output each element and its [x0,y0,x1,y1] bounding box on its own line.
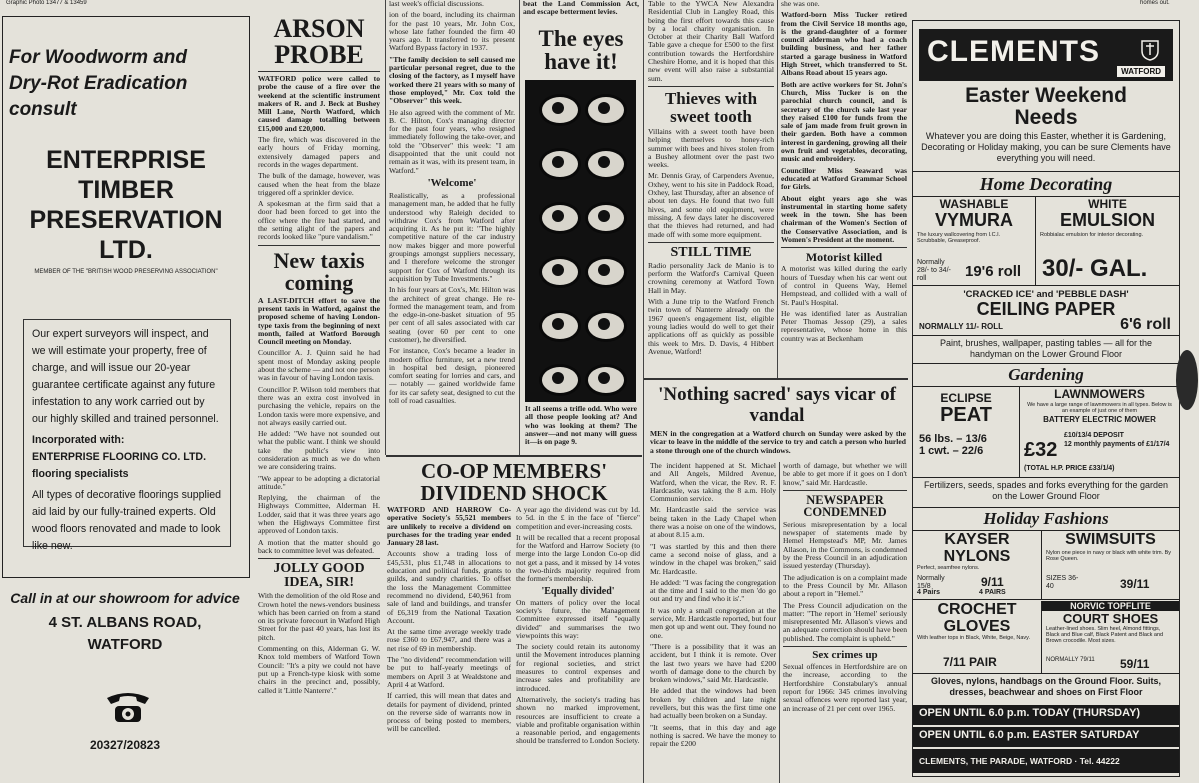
jolly-p1: With the demolition of the old Rose and Crown hotel the news-vendors business which has been carried on from a stand on its private forecourt in Watford High Street for the past 40 years, has lost its pitch. [258,591,380,642]
mower-title: LAWNMOWERS [1054,387,1145,401]
eyes-headline: The eyes have it! [538,25,624,74]
peat-offer [913,387,1019,477]
ent-name-line4: LTD. [99,236,153,264]
swim-small: Nylon one piece in navy or black with white trim. By Rose Queen. [1046,550,1172,562]
still-p2: With a June trip to the Watford French twin town of Nanterre already on the 1967 queen's engagement list, eligible young ladies would do well to get their applications off as quickly as possible this week to Mrs. D. Davis, 4 Hibbert Avenue, Watford! [648,297,774,356]
news-p2: The adjudication is on a complaint made to the Press Council by Mr. Allason about a report in "Hemel." [783,572,907,599]
gloves-price: 7/11 PAIR [943,655,997,669]
column-rule [385,0,386,455]
arson-p4: A spokesman at the firm said that a door had been forced to get into the office where the fire had started, and the setting alight of the papers and records looked like "pure vandalism." [258,199,380,242]
vicar-p8: He added that the windows had been broken by children and late night revellers, but this was the first time one had actually been broken on a Sunday. [650,686,776,721]
mower-total: (TOTAL H.P. PRICE £33/1/4) [1024,465,1115,472]
mower-line: BATTERY ELECTRIC MOWER [1043,415,1156,424]
swim-price: 39/11 [1120,577,1150,591]
still-p1: Radio personality Jack de Manio is to perform the Watford's Carnival Queen crowning ceremony at Watford Town Hall in May. [648,260,774,295]
thieves-p1: Villains with a sweet tooth have been helping themselves to honey-rich summer with bees and hives stolen from a Bushey allotment over the past two weeks. [648,126,774,170]
coop-headline: CO-OP MEMBERS' DIVIDEND SHOCK [420,459,608,505]
thieves-p2: Mr. Dennis Gray, of Carpenders Avenue, Oxhey, went to his site in Paddock Road, Oxhey, last Thursday, after an absence of about ten days. He found that two full hives, and some old equipment, were missing. A few days later he discovered that the thieves had returned, and had made off with some more equipment. [648,171,774,239]
vicar-p3: Mr. Hardcastle said the service was being taken in the Lady Chapel when there was a noise on one of the windows, at about 8.15 a.m. [650,505,776,540]
shoes-title2: COURT SHOES [1062,611,1159,626]
kayser-normally: Normally 15/8 [917,575,945,590]
coop-p6: A year ago the dividend was cut by 1d. to 5d. in the £ in the face of "fierce" competition and ever-increasing costs. [516,506,640,531]
ent-addr1: 4 ST. ALBANS ROAD, [48,614,202,631]
kayser-title2: NYLONS [943,548,1011,565]
ent-headline-line2: Dry-Rot Eradication [9,73,188,94]
vicar-col-b [783,462,907,783]
news-p3: The Press Council adjudication on the matter: "The report in 'Hemel' seriously misrepresented Mr. Allason's views and an adequate correction should have been published. The complaint is upheld." [783,600,907,643]
ceiling-paper-offer [913,285,1179,335]
ent-name-line1: ENTERPRISE [46,146,206,174]
vymura-small: The luxury wallcovering from I.C.I. Scrubbable, Greaseproof. [917,232,1001,244]
ceiling-price: 6'6 roll [1120,316,1171,333]
vymura-title1: WASHABLE [939,197,1009,211]
coop-col-a [387,506,511,783]
ent-headline-line1: For Woodworm and [9,47,188,68]
peat-price1: 56 lbs. – 13/6 [919,433,987,445]
col5-p1: Table to the YWCA New Alexandra Residential Club in Langley Road, this being the first effort towards this cause by a local charity organisation. In October at their Charity Ball Watford Table gave a cheque for £500 to the first contribution towards the Hertfordshire Cheshire Home, and it is hoped that this new event will also raise a substantial sum. [648,0,774,83]
column-6 [781,0,907,376]
column-rule [643,0,644,783]
ceiling-normally: NORMALLY 11/- ROLL [919,322,1004,331]
ent-telephone: 20327/20823 [89,738,161,752]
fertilizer-line: Fertilizers, seeds, spades and forks everything for the garden on the Lower Ground Floor [913,477,1179,507]
sex-p1: Sexual offences in Hertfordshire are on the increase, according to the Hertfordshire Constabulary's annual report for 1966: 345 crimes involving sexual offences were reported last year, an increase of 21 per cent over 1965. [783,662,907,713]
vicar-col-a [650,462,776,783]
eyes-photo [525,80,636,402]
coop-p2: Accounts show a trading loss of £45,531, plus £1,748 in allocations to education and political funds, grants to guilds, and sundry charities. To offset the loss the Management Committee recommend no dividend, £40,961 from sale of land and buildings, and transfer of £6,319 from the National Taxation Account. [387,549,511,625]
vicar-p4: "I was startled by this and then there came a second noise of glass, and a window in the chapel was broken," said Mr. Hardcastle. [650,541,776,576]
arson-lead: WATFORD police were called to probe the cause of a fire over the weekend at the scientific instrument makers of R. and J. Beck at Bushey Mill Lane, North Watford, which caused damage totalling between £15,000 and £20,000. [258,74,380,133]
col6-p3: Both are active workers for St. John's Church, Miss Tucker is on the parochial church council, and is secretary of the church sale last year they raised £100 for funds from the sale of jam made from fruit grown in their garden. Both have a common interest in gardening, growing all their own fruit and vegetables, decorating, music and embroidery. [781,79,907,164]
vymura-offer [913,197,1035,285]
vicar-p5: He added: "I was facing the congregation at the time and I said to the men 'do go out and try and find who it is'." [650,577,776,604]
coop-rule [386,455,642,457]
easter-headline [913,85,1179,129]
scan-edge-mark [1176,350,1198,410]
gloves-small: With leather tops in Black, White, Beige, Navy. [917,635,1030,641]
vymura-normally: Normally 28/- to 34/- roll [917,259,951,282]
clements-logo [919,29,1173,81]
taxis-lead: A LAST-DITCH effort to save the present taxis in Watford, against the proposed scheme of having London-type taxis from the beginning of next month, failed at Watford Borough Council meeting on Monday. [258,295,380,347]
vicar-p6: It was only a small congregation at the service, Mr. Hardcastle reported, but four men got up and went out. They found no one. [650,605,776,640]
clements-name: CLEMENTS [927,35,1100,68]
emulsion-small: Robbialac emulsion for interior decorating. [1040,232,1144,238]
taxis-p6: Replying, the chairman of the Highways Committee, Alderman H. Lodder, said that it was three years ago when the Highways Committee first approved of London taxis. [258,493,380,536]
emulsion-title2: EMULSION [1059,210,1155,230]
vymura-title2: VYMURA [934,210,1013,230]
still-headline: STILL TIME [670,244,752,260]
ent-member: MEMBER OF THE "BRITISH WOOD PRESERVING ASSOCIATION" [34,269,218,275]
ent-showroom [2,590,248,656]
jolly-p2: Commenting on this, Alderman G. W. Knox told members of Watford Town Council: "It's a pity we could not have put up a French-type kiosk with some chairs in the precinct and, possibly, called it 'Little Nanterre'." [258,644,380,695]
col6-p5: About eight years ago she was instrumental in starting home safety week in the town. She has been chairman of the Women's Section of the Conservative Association, and is Women's President at the moment. [781,193,907,245]
open-saturday: OPEN UNTIL 6.0 p.m. EASTER SATURDAY [913,727,1179,747]
mower-deposit: £10/13/4 DEPOSIT [1064,432,1124,439]
easter-sub: Whatever you are doing this Easter, whether it is Gardening, Decorating or Holiday making, you can be sure Clements have everything you will need. [921,131,1171,163]
col3-quote: "The family decision to sell caused me particular personal regret, due to the closing of the factory, as I myself have worked there 21 years with so many of those employed," Mr. Cox told the "Observer" this week. [389,54,515,106]
news-p1: Serious misrepresentation by a local newspaper of statements made by Hemel Hempstead's MP, Mr. James Allason, in the Commons, is condemned by the Press Council in an adjudication issued yesterday (Thursday). [783,519,907,571]
shoes-small: Leather-lined shoes. Slim heel, Almond fittings, Black and Blue calf, Black Patent and Black and Brown crocodile. Most sizes. [1046,626,1164,644]
vicar-p9: "It seems, that in this day and age nothing is sacred. We have the money to repair the £200 [650,722,776,749]
coop-p9: The society could retain its autonomy until the Movement introduces planning for regional societies, and strict measures to control expenses and increase sales and profitability are introduced. [516,642,640,693]
taxis-headline: New taxis coming [273,247,365,295]
ent-box-flooring: ENTERPRISE FLOORING CO. LTD. flooring specialists [32,451,207,480]
sex-headline: Sex crimes up [812,649,878,662]
col6-p1: she was one. [781,0,820,8]
emulsion-offer [1035,197,1179,285]
gloves-offer [913,601,1041,673]
column-3 [389,0,515,452]
easter-line1: Easter Weekend [965,84,1127,107]
enterprise-advert [2,16,250,578]
emulsion-title1: WHITE [1088,197,1127,211]
coop-col-b [516,506,640,783]
shoes-price: 59/11 [1120,657,1150,671]
motorist-headline: Motorist killed [805,250,883,265]
eyes-top: beat the Land Commission Act, and escape betterment levies. [523,0,639,17]
taxis-p5: "We appear to be adopting a dictatorial attitude." [258,473,380,491]
swim-sizes: SIZES 36-40 [1046,575,1079,590]
taxis-p4: He added: "We have not sounded out what the public want. I think we should take the public's view into consideration as much as we do when we are considering trains. [258,429,380,472]
top-right-caption: homes out. [1140,0,1170,6]
kayser-small: Perfect, seamfree nylons. [917,565,980,571]
coop-p4: The "no dividend" recommendation will be put to half-yearly meetings of members on April 3 at Wealdstone and April 4 at Watford. [387,655,511,689]
col3-p3: Realistically, as a professional management man, he added that he fully understood why Raleigh decided to withdraw Cox's from Watford after acquiring it. As he put it: "The highly competitive nature of the car industry now makes bigger and more powerful groupings amongst suppliers necessary, and I therefore welcome the stronger support for Cox of Watford through its acquisition by Tube Investments." [389,190,515,283]
swim-title: SWIMSUITS [1065,531,1156,548]
col3-top: last week's official discussions. [389,0,484,8]
col6-p2: Watford-born Miss Tucker retired from the Civil Service 18 months ago, is the grand-daughter of a former council alderman who had a coach building business, and her father started a garage business in Watford High Street, which transferred to St. Albans Road about 15 years ago. [781,10,907,78]
ent-box-incorp: Incorporated with: [32,434,125,446]
lawnmower-offer [1019,387,1179,477]
coop-p7: It will be recalled that a recent proposal for the Watford and Harrow Society (to merge into the large London Co-op did not get a pass, and it missed by 14 votes the two-thirds majority required from the former's membership. [516,532,640,584]
welcome-subhead: 'Welcome' [427,176,477,189]
column-rule [779,462,780,783]
col3-p4: In his four years at Cox's, Mr. Hilton was the architect of great change. He re-formed the management team, and from the edge-in-one-basket situation of 95 per cent of all sales associated with car seating (over 60 per cent to one customer), he diversified. [389,285,515,344]
arson-p3: The bulk of the damage, however, was caused when the heat from the blaze triggered off a sprinkler device. [258,171,380,197]
holiday-banner: Holiday Fashions [913,507,1179,531]
gloves-title1: CROCHET [937,601,1017,618]
col3-p5: For instance, Cox's became a leader in modern office furniture, set a new trend in hospital bed design, pioneered comfort seating for lorries and cars, and — notably — gained worldwide fame for its car safety seat, designed to cut the toll of road casualties. [389,346,515,406]
kayser-4-pairs: 4 Pairs [917,589,940,596]
arson-headline: ARSON PROBE [273,14,365,69]
vicar-p2: The incident happened at St. Michael and All Angels, Mildred Avenue, Watford, when the vicar, the Rev. R. F. Hardcastle, was taking the 8 a.m. Holy Communion service. [650,462,776,504]
ent-call: Call in at our showroom for advice [10,590,240,606]
coop-p5: If carried, this will mean that dates and details for payment of dividend, printed on the reverse side of warrants now in process of being posted to members, will be cancelled. [387,691,511,734]
mower-cash: £32 [1024,439,1058,461]
clements-footer: CLEMENTS, THE PARADE, WATFORD · Tel. 44222 [913,749,1179,773]
taxis-p2: Councillor A. J. Quinn said he had spent most of Monday asking people about the scheme — and not one person was in favour of having London taxis. [258,348,380,383]
gloves-title2: GLOVES [943,618,1011,635]
vicar-p10: worth of damage, but whether we will be able to get more if it goes on I don't know," said Mr. Hardcastle. [783,462,907,487]
vicar-p7: "There is a possibility that it was an accident, but I think it is remote. Over the last two years we have had £200 worth of damage done to the church by broken windows," said Mr. Hardcastle. [650,641,776,685]
taxis-p3: Councillor P. Wilson told members that there was an extra cost involved in purchasing the vehicle, repairs on the London taxis were more expensive, and not always easily carried out. [258,384,380,427]
clements-rule [913,599,1179,600]
emulsion-price: 30/- GAL. [1042,255,1148,282]
ent-name-line2: TIMBER [78,176,174,204]
ceiling-sub: 'CRACKED ICE' and 'PEBBLE DASH' [963,289,1129,300]
ent-headline-line3: consult [9,99,77,120]
open-today: OPEN UNTIL 6.0 p.m. TODAY (THURSDAY) [913,705,1179,725]
col3-p1: ion of the board, including its chairman for the past 10 years, Mr. John Cox, whose late father founded the firm 40 years ago. It transferred to its present Watford Bypass factory in 1937. [389,10,515,53]
peat-title1: ECLIPSE [940,391,992,405]
vicar-lead: MEN in the congregation at a Watford church on Sunday were asked by the vicar to leave in the middle of the service to try and catch a person who hurled a stone through one of the church windows. [650,429,906,455]
arson-p2: The fire, which was discovered in the early hours of Friday morning, extensively damaged papers and records in the wages department. [258,135,380,169]
ceiling-title: CEILING PAPER [976,299,1116,319]
jolly-headline: JOLLY GOOD IDEA, SIR! [273,561,365,591]
easter-line2: Needs [1014,106,1078,129]
eyes-caption: It all seems a trifle odd. Who were all those people looking at? And who was looking at them? The answer—and not many will guess it—is on page 9. [525,404,637,447]
motorist-p2: He was identified later as Australian Peter Thomas Jessop (29), a sales representative, whose home in this country was at Beckenham [781,308,907,343]
clements-advert [912,20,1180,777]
ent-addr2: WATFORD [87,636,163,653]
kayser-price: 9/11 [981,575,1004,589]
column-2 [258,8,380,783]
ent-box-p2: All types of decorative floorings supplied aid laid by our fully-trained experts. Old wood floors renovated and made to look like new. [32,489,222,552]
ent-headline [9,45,249,123]
newspaper-headline: NEWSPAPER CONDEMNED [803,492,887,520]
gardening-banner: Gardening [913,363,1179,387]
col3-p2: He also agreed with the comment of Mr. B. C. Hilton, Cox's managing director for the past four years, who resigned immediately following the take-over, and told the "Observer" this week: "I am disappointed that the unit could not remain as it was, with its present team, in Watford." [389,107,515,175]
kayser-offer [913,531,1041,599]
col6-p4: Councillor Miss Seaward was educated at Watford Grammar School for Girls. [781,165,907,192]
column-rule [519,0,520,455]
motorist-p1: A motorist was killed during the early hours of Tuesday when his car went out of control in Queens Way, Hemel Hempstead, and collided with a wall of St. Paul's Hospital. [781,264,907,307]
coop-p10: Alternatively, the society's trading has shown no marked improvement, resources are insufficient to create a viable and profitable organisation within a reasonable period, and engagements should be transferred to London Society. [516,694,640,746]
telephone-icon [103,688,153,726]
vicar-rule [644,378,908,380]
gloves-line: Gloves, nylons, handbags on the Ground Floor. Suits, dresses, beachwear and shoes on First Floor [913,673,1179,703]
mower-small: We have a large range of lawnmowers in all types. Below is an example of just one of them [1027,402,1172,414]
coop-subhead: 'Equally divided' [541,585,615,597]
kayser-title1: KAYSER [944,531,1010,548]
taxis-p7: A motion that the matter should go back to committee level was defeated. [258,537,380,555]
peat-price2: 1 cwt. – 22/6 [919,445,984,457]
shoes-title1: NORVIC TOPFLITE [1042,601,1179,611]
column-rule [777,0,778,380]
kayser-4pairs-label: 4 PAIRS [979,589,1006,596]
column-5 [648,0,774,376]
ent-box-p1: Our expert surveyors will inspect, and we will estimate your property, free of charge, and will issue our 20-year guarantee certificate against any future infestation to any work carried out by our highly skilled and trained personnel. [32,328,219,425]
mower-monthly: 12 monthly payments of £1/17/4 [1064,441,1170,448]
ent-info-box [23,319,231,552]
vicar-headline: 'Nothing sacred' says vicar of vandal [658,384,896,426]
paint-line: Paint, brushes, wallpaper, pasting tables — all for the handyman on the Lower Ground Floor [913,335,1179,363]
coop-p8: On matters of policy over the local society's future, the Management Committee expressed itself "equally divided" and summarises the two viewpoints this way: [516,597,640,640]
ent-name-line3: PRESERVATION [29,206,223,234]
vymura-price: 19'6 roll [965,263,1022,280]
coop-lead: WATFORD AND HARROW Co-operative Society's 55,521 members are unlikely to receive a dividend on purchases for the trading year ended January 28 last. [387,506,511,548]
ent-company-name [3,145,249,265]
coop-p3: At the same time average weekly trade rose £360 to £67,947, and there was a net rise of 69 in membership. [387,627,511,653]
shoes-normally: NORMALLY 79/11 [1046,657,1095,663]
shoes-offer [1041,601,1179,673]
thieves-headline: Thieves with sweet tooth [664,88,758,126]
home-decorating-banner: Home Decorating [913,171,1179,197]
peat-title2: PEAT [940,404,992,426]
clements-town: WATFORD [1117,66,1165,77]
photo-credit: Graphic Photo 13477 & 13459 [6,0,87,6]
crest-icon [1141,39,1159,61]
swimsuit-offer [1041,531,1179,599]
